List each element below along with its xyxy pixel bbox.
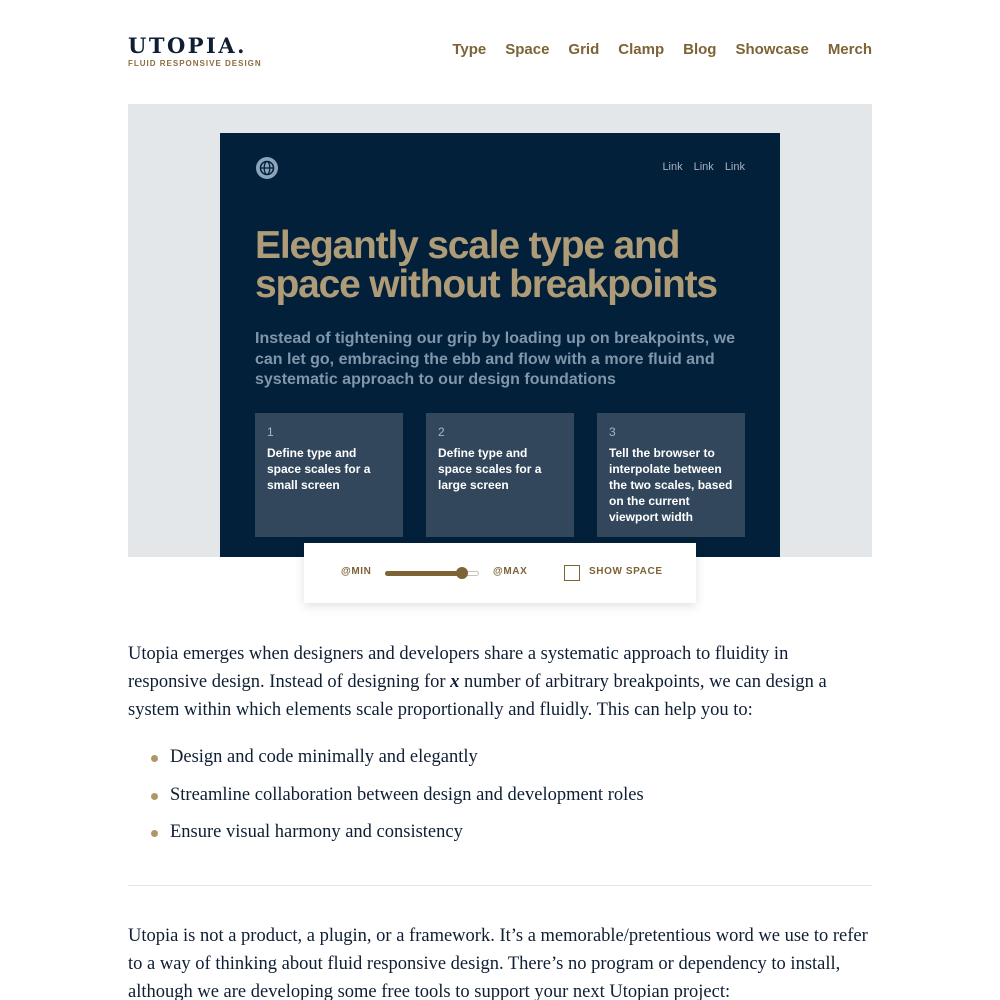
- intro-text: Utopia emerges when designers and developers share a systematic approach to fluidity in responsive design. Instead of designing for: [128, 644, 789, 692]
- step-number: 1: [267, 425, 274, 439]
- main-content: [128, 640, 872, 856]
- step-text: Define type and space scales for a small screen: [267, 446, 371, 492]
- nav-link-showcase[interactable]: Showcase: [735, 41, 809, 58]
- logo-wordmark: UTOPIA.: [128, 33, 247, 58]
- benefits-list: [128, 743, 872, 846]
- list-item-text: Ensure visual harmony and consistency: [170, 822, 463, 842]
- nav-link-space[interactable]: Space: [505, 41, 550, 58]
- logo-tagline: FLUID RESPONSIVE DESIGN: [128, 59, 262, 68]
- slider-thumb[interactable]: [456, 567, 468, 579]
- site-header: [128, 34, 872, 74]
- nav-link-merch[interactable]: Merch: [827, 41, 872, 58]
- main-nav: [452, 41, 872, 58]
- nav-link-type[interactable]: Type: [452, 41, 487, 58]
- show-space-checkbox[interactable]: [564, 565, 580, 581]
- hero-link[interactable]: Link: [662, 161, 683, 173]
- list-item-text: Design and code minimally and elegantly: [170, 747, 478, 767]
- hero-links: [662, 161, 745, 173]
- intro-text: number of arbitrary breakpoints, we can design a system within which elements scale proportionally and fluidly. This can help you to:: [128, 672, 827, 720]
- viewport-slider[interactable]: [385, 567, 479, 579]
- step-number: 2: [438, 425, 445, 439]
- show-space-label[interactable]: SHOW SPACE: [589, 566, 663, 577]
- globe-icon: [255, 156, 279, 180]
- step-card: [255, 413, 403, 537]
- hero-link[interactable]: Link: [693, 161, 714, 173]
- logo[interactable]: [128, 34, 262, 68]
- hero-demo-panel: [220, 133, 780, 557]
- list-item: [170, 781, 872, 809]
- intro-emphasis: x: [450, 672, 460, 692]
- nav-link-clamp[interactable]: Clamp: [618, 41, 665, 58]
- hero-title: Elegantly scale type and space without breakpoints: [255, 224, 717, 306]
- bullet-dot: [151, 755, 158, 762]
- step-number: 3: [609, 425, 616, 439]
- nav-link-grid[interactable]: Grid: [568, 41, 600, 58]
- list-item-text: Streamline collaboration between design and development roles: [170, 784, 644, 805]
- about-paragraph: Utopia is not a product, a plugin, or a framework. It’s a memorable/pretentious word we use to refer to a way of thinking about fluid responsive design. There’s no program or dependency to install, although we are developing some free tools to support your next Utopian project:: [128, 926, 868, 1000]
- intro-paragraph: [128, 640, 872, 724]
- nav-link-blog[interactable]: Blog: [683, 41, 717, 58]
- section-divider: [128, 885, 872, 886]
- step-card: [597, 413, 745, 537]
- viewport-controls: [304, 543, 696, 603]
- steps: [255, 413, 745, 537]
- step-text: Define type and space scales for a large screen: [438, 446, 542, 492]
- list-item: [170, 743, 872, 771]
- step-card: [426, 413, 574, 537]
- max-label: @MAX: [493, 566, 528, 577]
- bullet-dot: [151, 793, 158, 800]
- slider-fill: [385, 571, 462, 576]
- hero-subtitle: Instead of tightening our grip by loading up on breakpoints, we can let go, embracing the ebb and flow with a more fluid and systematic approach to our design foundations: [255, 330, 735, 388]
- min-label: @MIN: [341, 566, 372, 577]
- list-item: [170, 818, 872, 846]
- step-text: Tell the browser to interpolate between the two scales, based on the current viewport width: [609, 446, 733, 524]
- bullet-dot: [151, 830, 158, 837]
- hero-link[interactable]: Link: [724, 161, 745, 173]
